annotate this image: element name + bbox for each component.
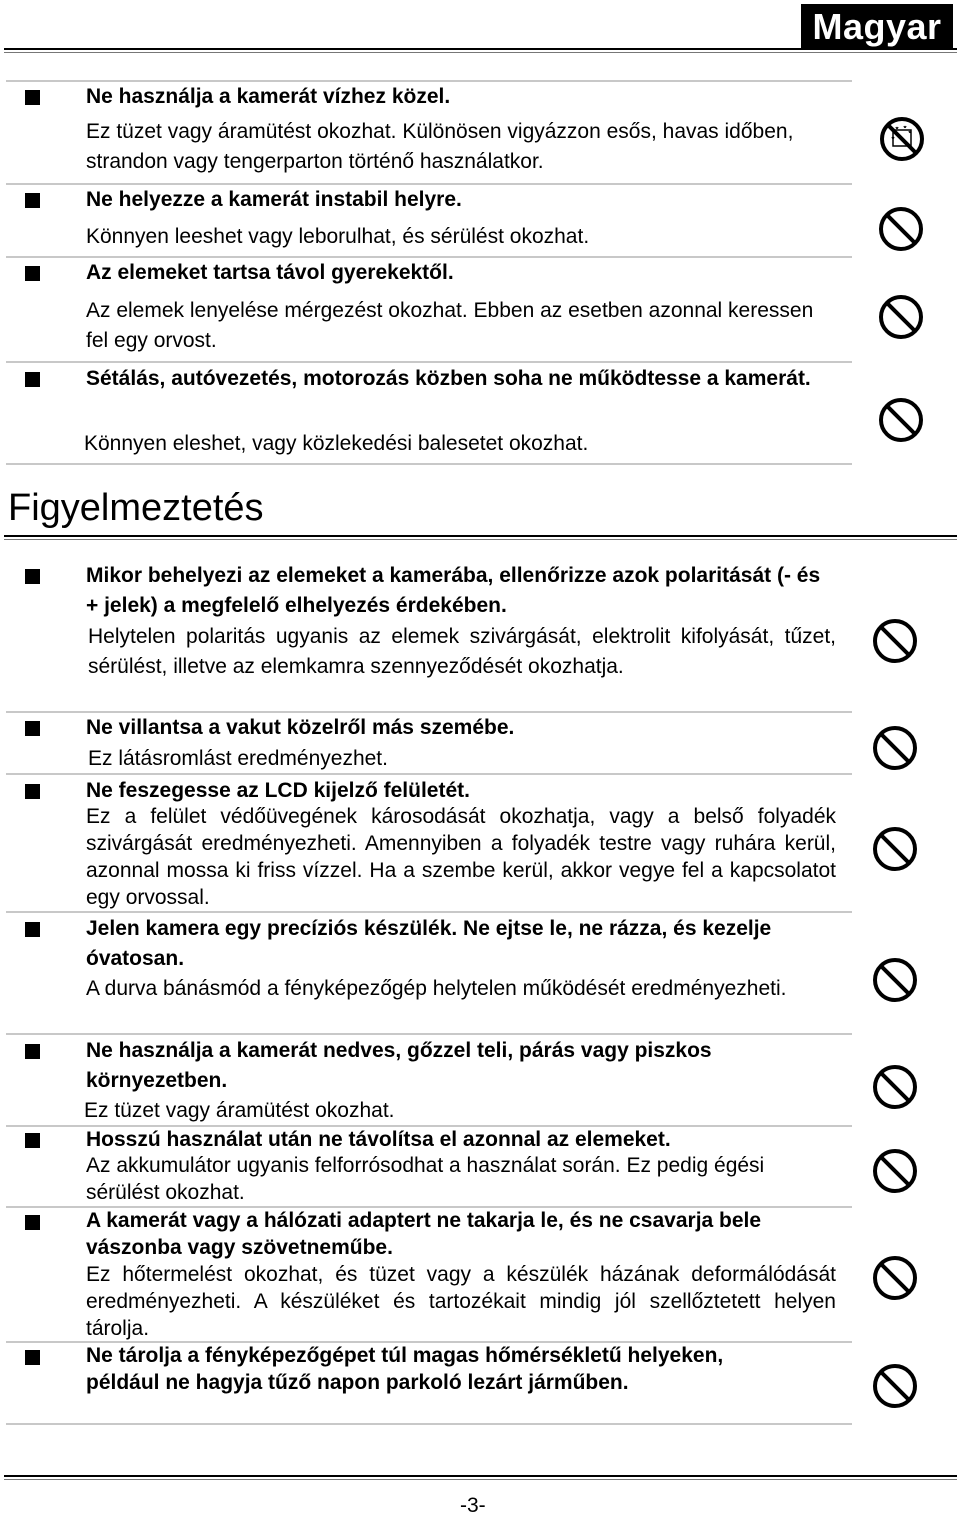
square-bullet-icon [25,1215,40,1230]
prohibited-icon [871,1147,919,1195]
square-bullet-icon [25,1133,40,1148]
page-number: -3- [460,1494,486,1517]
caution-body: Helytelen polaritás ugyanis az elemek szivárgását, elektrolit kifolyását, tűzet, sérülést, illetve az elemkamra szennyeződését okozhatja. [88,625,836,678]
language-label: Magyar [801,4,953,49]
caution-body: Ez a felület védőüvegének károsodását okozhatja, vagy a belső folyadék szivárgását eredményezheti. Amennyiben a folyadék testre vagy ruhára kerül, azonnal mossa ki friss vízzel. Ha a szembe kerül, akkor vegye fel a kapcsolatot egy orvossal. [86,805,836,909]
prohibited-icon [871,617,919,665]
warning-body: Ez tüzet vagy áramütést okozhat. Különösen vigyázzon esős, havas időben, strandon vagy tengerparton történő használatkor. [86,120,794,173]
square-bullet-icon [25,372,40,387]
warning-title: Ne helyezze a kamerát instabil helyre. [86,188,462,211]
square-bullet-icon [25,784,40,799]
warning-title: Ne használja a kamerát vízhez közel. [86,85,451,108]
caution-title: Ne használja a kamerát nedves, gőzzel teli, párás vagy piszkos környezetben. [86,1039,712,1092]
caution-title: Ne villantsa a vakut közelről más szemébe. [86,716,515,739]
header-rule [4,48,957,50]
caution-body: Ez hőtermelést okozhat, és tüzet vagy a készülék házának deformálódását eredményezheti. A készüléket és tartozékait mindig jól szellőztetett helyen tárolja. [86,1263,836,1340]
warning-body: Könnyen leeshet vagy leborulhat, és sérülést okozhat. [86,225,590,248]
no-water-icon [878,115,926,163]
warning-body: Könnyen eleshet, vagy közlekedési balesetet okozhat. [84,432,589,455]
header-rule-thin [4,52,957,53]
warning-title: Az elemeket tartsa távol gyerekektől. [86,261,454,284]
item-divider [6,1423,852,1425]
item-divider [6,773,852,775]
prohibited-icon [871,1362,919,1410]
prohibited-icon [871,724,919,772]
prohibited-icon [871,956,919,1004]
section-title: Figyelmeztetés [8,487,264,529]
prohibited-icon [871,1063,919,1111]
prohibited-icon [871,825,919,873]
caution-title: Ne tárolja a fényképezőgépet túl magas hőmérsékletű helyeken, például ne hagyja tűző napon parkoló lezárt járműben. [86,1344,724,1394]
item-divider [6,463,852,465]
caution-title: Ne feszegesse az LCD kijelző felületét. [86,779,470,802]
item-divider [6,1033,852,1035]
square-bullet-icon [25,721,40,736]
prohibited-icon [877,205,925,253]
section-rule [4,535,957,537]
caution-body: Az akkumulátor ugyanis felforrósodhat a használat során. Ez pedig égési sérülést okozhat. [86,1154,765,1204]
square-bullet-icon [25,569,40,584]
prohibited-icon [871,1254,919,1302]
warning-body: Az elemek lenyelése mérgezést okozhat. Ebben az esetben azonnal keressen fel egy orvost. [86,299,814,352]
caution-title: Hosszú használat után ne távolítsa el azonnal az elemeket. [86,1128,671,1151]
caution-body: A durva bánásmód a fényképezőgép helytelen működését eredményezheti. [86,977,787,1000]
square-bullet-icon [25,922,40,937]
square-bullet-icon [25,90,40,105]
prohibited-icon [877,293,925,341]
caution-title: Mikor behelyezi az elemeket a kamerába, ellenőrizze azok polaritását (- és + jelek) a megfelelő elhelyezés érdekében. [86,564,821,617]
square-bullet-icon [25,193,40,208]
footer-rule [4,1475,957,1477]
footer-rule-thin [4,1479,957,1480]
caution-title: A kamerát vagy a hálózati adaptert ne takarja le, és ne csavarja bele vászonba vagy szövetneműbe. [86,1209,762,1259]
warning-title: Sétálás, autóvezetés, motorozás közben soha ne működtesse a kamerát. [86,367,811,390]
caution-body: Ez tüzet vagy áramütést okozhat. [84,1099,395,1122]
caution-body: Ez látásromlást eredményezhet. [88,747,388,770]
prohibited-icon [877,396,925,444]
item-divider [6,361,852,363]
item-divider [6,911,852,913]
square-bullet-icon [25,1350,40,1365]
square-bullet-icon [25,1044,40,1059]
caution-title: Jelen kamera egy precíziós készülék. Ne ejtse le, ne rázza, és kezelje óvatosan. [86,917,772,970]
section-rule-thin [4,539,957,540]
square-bullet-icon [25,266,40,281]
